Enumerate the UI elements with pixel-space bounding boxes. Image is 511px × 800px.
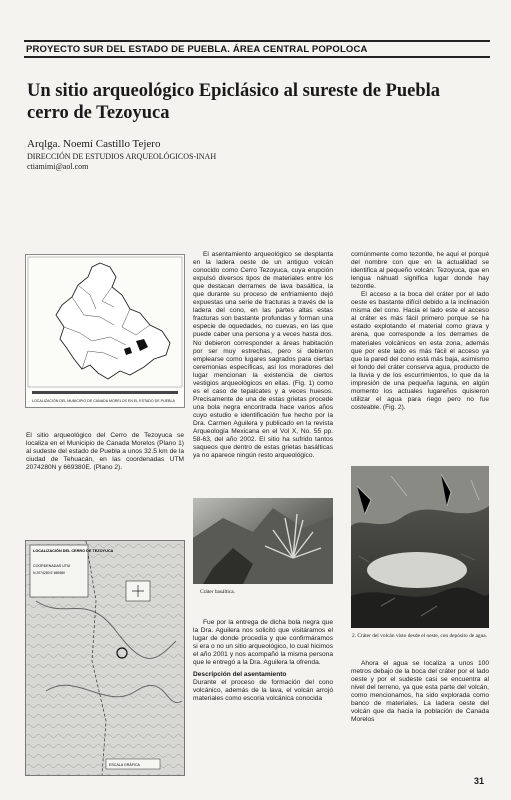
title-line-1: Un sitio arqueológico Epiclásico al sureste de Puebla (27, 81, 441, 101)
topographic-map (26, 541, 184, 775)
settlement-paragraph: El asentamiento arqueológico se desplanta en la ladera oeste de un antiguo volcán conocido como Cerro Tezoyuca, cuya erupción expulsó diversos tipos de materiales entre los que destacan derrames de lava basáltica, la que durante su proceso de enfriamiento dejó expuestas una serie de fracturas a través de la ladera del cono, en las partes altas estas fracturas son bastante profundas y forman una especie de oquedades, no cuevas, en las que puede caber una persona y a veces hasta dos. No debieron corresponder a áreas habitación por ser muy estrechas, pero si debieron emplearse como lugares sagrados para ciertas ceremonias específicas, así los moradores del lugar mencionan la existencia de ciertos vestigios arqueológicos en ellas. (Fig. 1) como es el caso de tepalcates y a veces huesos. Precisamente de una de estas grietas procede una bola negra encontrada hace varios años cuyo estudio e identificación fue hecho por la Dra. Carmen Aguilera y publicado en la revista Arqueología Mexicana en el Vol X, No. 55 pp. 58-63, del año 2002. El sitio ha sufrido tantos saqueos que dentro de estas grietas basálticas ya no aparece ningún resto arqueológico. (193, 251, 333, 460)
author: Arqlga. Noemí Castillo Tejero (27, 138, 161, 150)
basalt-photo (193, 498, 333, 584)
water-level-paragraph: Ahora el agua se localiza a unos 100 metros debajo de la boca del cráter por el lado oeste y por el sudeste casi se encuentra al nivel del terreno, ya que esta parte del volcán, como mencionamos, ha sido explorada como banco de materiales. La ladera oeste del volcán que da hacia la población de Canada Morelos (351, 660, 489, 724)
header-rule-bottom (24, 56, 490, 58)
location-map-figure (25, 540, 185, 776)
map2-scale: ESCALA GRÁFICA (109, 763, 140, 767)
settlement-description-heading: Descripción del asentamiento (193, 671, 287, 679)
right-column-bottom (351, 660, 489, 724)
puebla-state-map (26, 255, 184, 407)
article-title (27, 80, 487, 124)
fig2-caption: 2. Cráter del volcán visto desde el oeste, con depósito de agua. (352, 633, 488, 639)
map1-caption: LOCALIZACIÓN DEL MUNICIPIO DE CANADA MORELOS EN EL ESTADO DE PUEBLA (32, 399, 175, 403)
location-paragraph: El sitio arqueológico del Cerro de Tezoyuca se localiza en el Municipio de Canada Morelos (Plano 1) al sudeste del estado de Puebla a unos 32.5 km de la ciudad de Tehuacán, en las coordenadas UTM 2074280N y 669380E. (Plano 2). (26, 432, 184, 472)
cone-formation-paragraph: Durante el proceso de formación del cono volcánico, además de la lava, el volcán arrojó materiales como escoria volcánica conocida (193, 679, 333, 703)
tezontle-paragraph: comúnmente como tezontle, he aquí el porqué del nombre con que en la actualidad se identifica al pequeño volcán: Tezoyuca, que en lengua náhuatl significa lugar donde hay tezontle. (351, 251, 489, 291)
map2-coord-title: COORDENADAS UTM (33, 564, 70, 568)
map2-legend-title: LOCALIZACIÓN DEL CERRO DE TEZOYUCA (33, 549, 114, 553)
affiliation: DIRECCIÓN DE ESTUDIOS ARQUEOLÓGICOS-INAH (27, 152, 217, 161)
aguilera-paragraph: Fue por la entrega de dicha bola negra que la Dra. Aguilera nos solicitó que visitáramos el lugar de donde procedía y que confirmáramos si era o no un sitio arqueológico, lo cual hicimos el año 2001 y nos acompañó la misma persona que le entregó a la Dra. Aguilera la ofrenda. (193, 619, 334, 667)
middle-column-bottom (193, 619, 333, 703)
right-column-top (351, 251, 489, 412)
map2-coords: N 2074280 E 669380 (33, 571, 66, 575)
crater-access-paragraph: El acceso a la boca del cráter por el lado oeste es bastante difícil debido a la inclinación misma del cono. Hacia el lado este el acceso al cráter es más fácil primero porque se ha estado explotando el material como grava y arena, que corresponde a los derrames de materiales volcánicos en esta zona, además que por este lado es más fácil el acceso ya que la pared del cono está más baja, asimismo el fondo del cráter conserva agua, producto de la lluvia y de los escurrimientos, lo que da la impresión de una pequeña laguna, en algún momento los actuales lugareños quisieron utilizar el agua para riego pero no fue costeable. (Fig. 2). (351, 291, 489, 411)
middle-column-top (193, 251, 333, 460)
basalt-plant-photo (193, 498, 333, 584)
left-column-text (26, 432, 184, 472)
crater-photo (351, 466, 489, 628)
author-email: ctiamimi@aol.com (27, 162, 89, 171)
page-number: 31 (474, 776, 485, 786)
section-header: PROYECTO SUR DEL ESTADO DE PUEBLA. ÁREA CENTRAL POPOLOCA (26, 44, 368, 55)
header-rule-top (24, 40, 490, 42)
fig1-caption: Cráter basáltica. (200, 589, 236, 595)
title-line-2: cerro de Tezoyuca (27, 103, 170, 123)
crater-lagoon-photo (351, 466, 489, 628)
state-map-figure (25, 254, 185, 408)
